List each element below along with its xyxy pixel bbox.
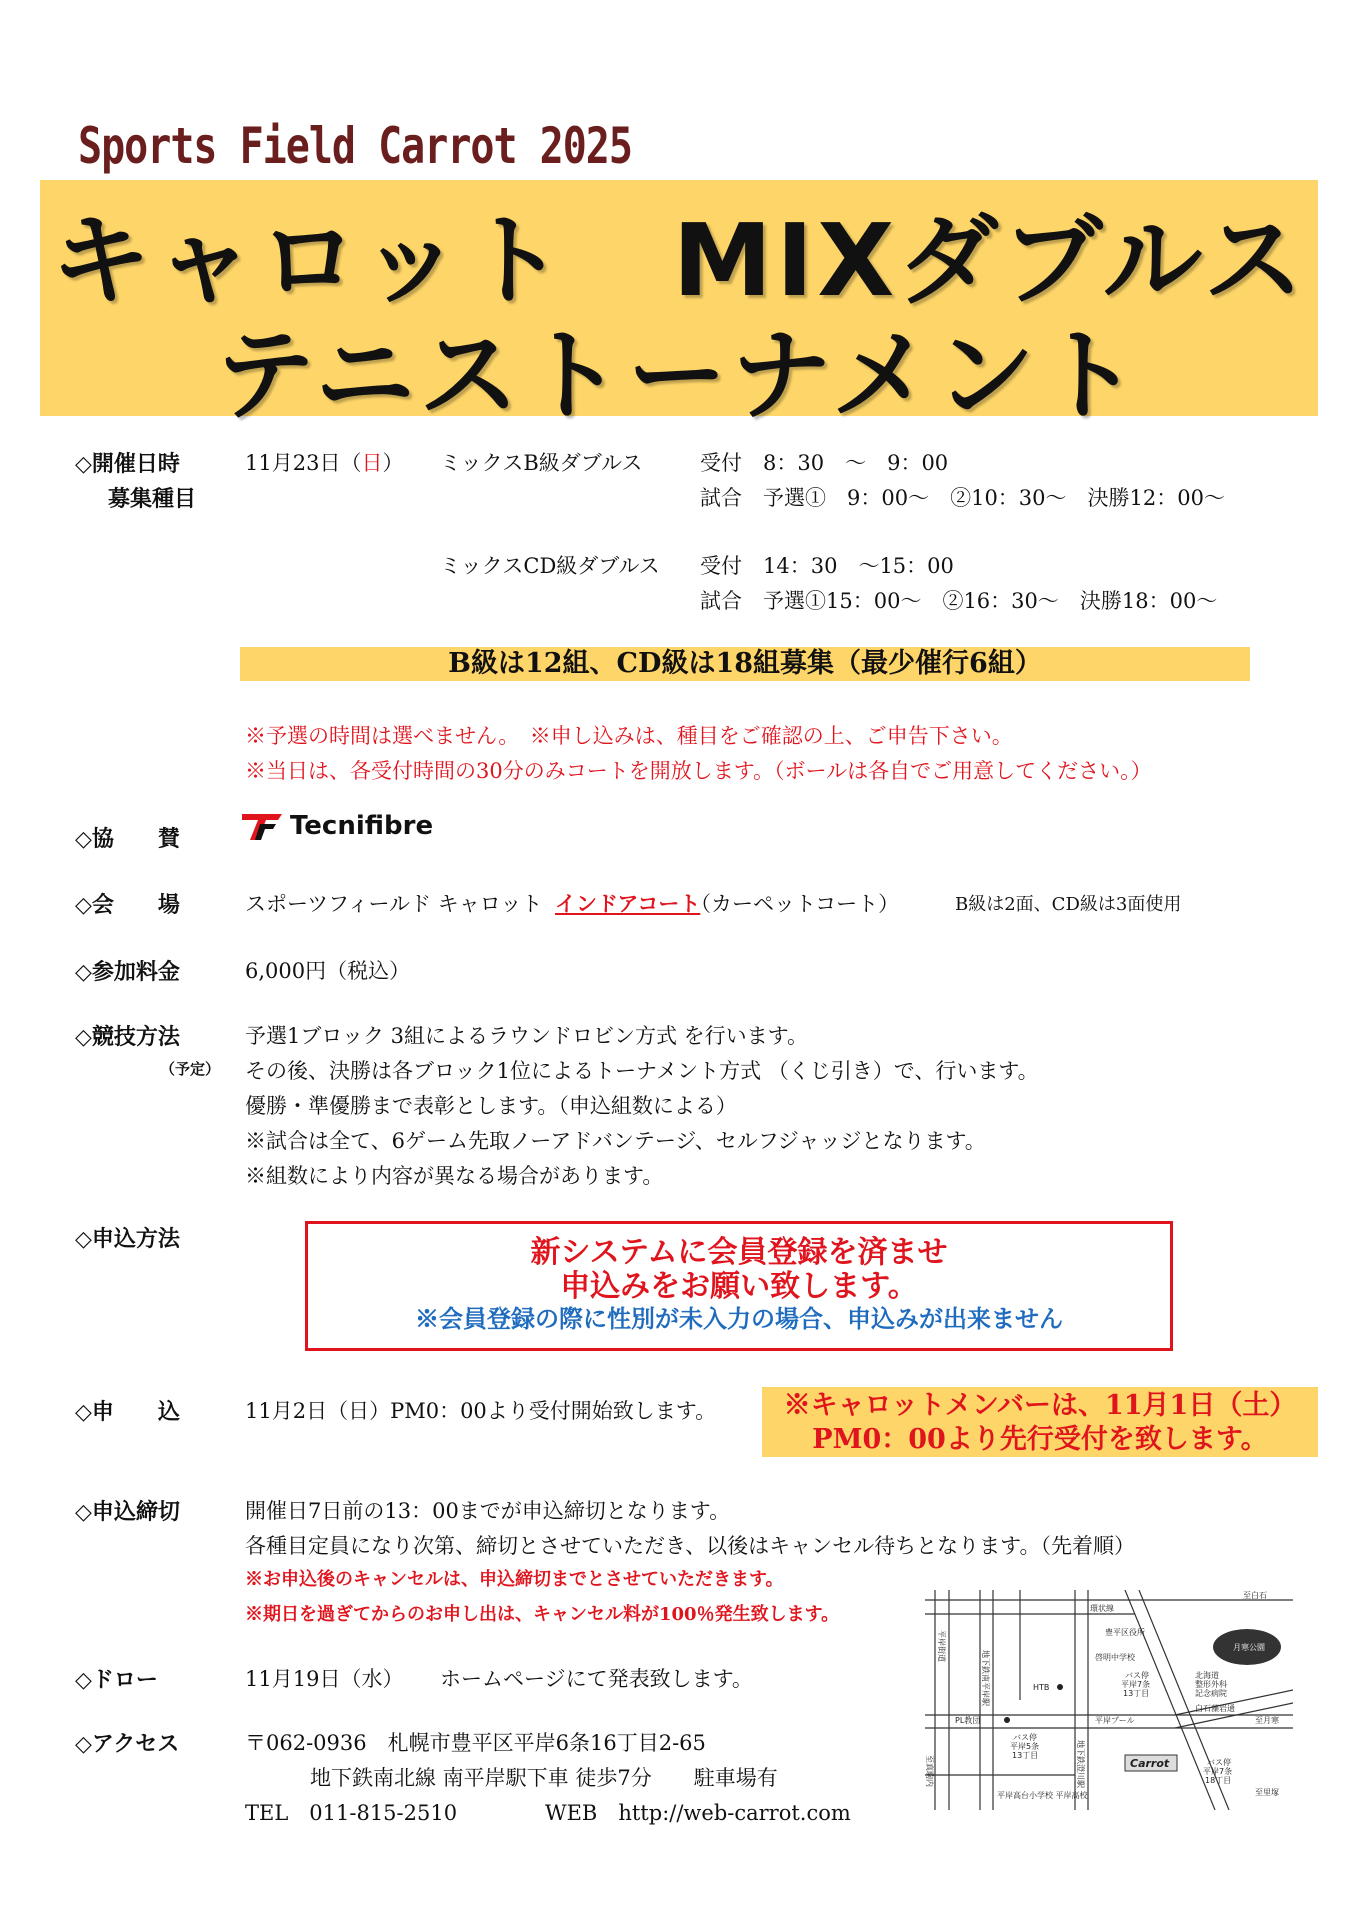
schedule-label: ◇開催日時 (75, 451, 180, 477)
apply-line-2: 申込みをお願い致します。 (560, 1269, 918, 1304)
title-line-2: テニストーナメント (215, 317, 1143, 434)
access-tel: TEL 011-815-2510 (245, 1801, 458, 1825)
venue-name: スポーツフィールド キャロット (245, 892, 543, 916)
venue-label: ◇会 場 (75, 892, 180, 918)
events-label: 募集種目 (108, 486, 197, 512)
event-cd-matches: 試合 予選①15：00～ ②16：30～ 決勝18：00～ (700, 589, 1218, 613)
map-carrot-label: Carrot (1130, 1757, 1170, 1770)
access-web[interactable]: WEB http://web-carrot.com (545, 1801, 851, 1825)
map-bus3c-label: 18丁目 (1205, 1776, 1232, 1785)
format-line-2: その後、決勝は各ブロック1位によるトーナメント方式 （くじ引き）で、行います。 (245, 1059, 1039, 1083)
map-sumikawa-label: 地下鉄澄川駅 (1076, 1740, 1085, 1788)
title-banner (40, 180, 1318, 434)
draw-date: 11月19日（水） (245, 1667, 404, 1691)
tecnifibre-text: Tecnifibre (290, 811, 434, 841)
event-cd-name: ミックスCD級ダブルス (440, 554, 660, 578)
map-htb-label: HTB (1033, 1683, 1050, 1692)
event-b-reception: 受付 8：30 ～ 9：00 (700, 451, 949, 475)
deadline-red-1: ※お申込後のキャンセルは、申込締切までとさせていただきます。 (245, 1569, 784, 1590)
deadline-label: ◇申込締切 (75, 1499, 180, 1525)
access-label: ◇アクセス (75, 1731, 180, 1757)
map-pl-label: PL教団 (955, 1716, 981, 1725)
map-park-label: 月寒公園 (1233, 1643, 1265, 1652)
map-kanjo-label: 環状線 (1090, 1604, 1114, 1613)
court-note: （カーペットコート） (690, 892, 900, 916)
apply-line-3: ※会員登録の際に性別が未入力の場合、申込みが出来ません (415, 1304, 1063, 1333)
brand-header: Sports Field Carrot 2025 (78, 118, 632, 176)
map-bus2-label: バス停 (1013, 1733, 1037, 1742)
application-label: ◇申 込 (75, 1399, 180, 1425)
sponsor-label: ◇協 賛 (75, 826, 180, 852)
map-bus2c-label: 13丁目 (1012, 1751, 1039, 1760)
deadline-line-2: 各種目定員になり次第、締切とさせていただき、以後はキャンセル待ちとなります。（先着順） (245, 1534, 1135, 1558)
title-line-1: キャロット MIXダブルス (50, 202, 1308, 319)
red-note-2: ※当日は、各受付時間の30分のみコートを開放します。（ボールは各自でご用意してください。） (245, 759, 1152, 783)
event-cd-reception: 受付 14：30 ～15：00 (700, 554, 954, 578)
map-tsukisamu-label: 至月寒 (1255, 1716, 1279, 1725)
map-school-label: 啓明中学校 (1095, 1653, 1135, 1662)
member-line-1: ※キャロットメンバーは、11月1日（土） (783, 1390, 1297, 1421)
map-bus1c-label: 13丁目 (1123, 1689, 1150, 1698)
tecnifibre-icon (240, 810, 284, 842)
map-bus1b-label: 平岸7条 (1121, 1680, 1151, 1689)
fee-value: 6,000円（税込） (245, 959, 411, 983)
format-sub: （予定） (160, 1060, 221, 1078)
access-transit: 地下鉄南北線 南平岸駅下車 徒歩7分 駐車場有 (310, 1766, 778, 1790)
map-bus1-label: バス停 (1125, 1671, 1149, 1680)
map-hospital2-label: 整形外科 (1195, 1680, 1227, 1689)
format-line-5: ※組数により内容が異なる場合があります。 (245, 1164, 664, 1188)
format-line-4: ※試合は全て、6ゲーム先取ノーアドバンテージ、セルフジャッジとなります。 (245, 1129, 986, 1153)
map-tsukisamu2-label: 至里塚 (1255, 1788, 1279, 1797)
map-shiroishi-label: 至白石 (1243, 1591, 1267, 1600)
event-weekday: 日 (361, 451, 383, 475)
map-shiraishi-label: 白石藻岩通 (1195, 1704, 1235, 1713)
map-hospital-label: 北海道 (1195, 1671, 1219, 1680)
access-address: 〒062-0936 札幌市豊平区平岸6条16丁目2-65 (245, 1731, 706, 1755)
red-note-1: ※予選の時間は選べません。 ※申し込みは、種目をご確認の上、ご申告下さい。 (245, 724, 1013, 748)
map-pool-label: 平岸プール (1095, 1716, 1135, 1725)
fee-label: ◇参加料金 (75, 959, 180, 985)
member-line-2: PM0：00より先行受付を致します。 (812, 1424, 1268, 1455)
draw-text: ホームページにて発表致します。 (440, 1667, 753, 1691)
court-usage: B級は2面、CD級は3面使用 (955, 894, 1182, 915)
event-date: 11月23日（日） (245, 451, 404, 475)
apply-method-box (305, 1221, 1173, 1351)
map-bus3-label: バス停 (1207, 1758, 1231, 1767)
application-text: 11月2日（日）PM0：00より受付開始致します。 (245, 1399, 717, 1423)
map-schools-label: 平岸高台小学校 平岸高校 (997, 1791, 1088, 1800)
map-hospital3-label: 記念病院 (1195, 1689, 1227, 1698)
deadline-red-2: ※期日を過ぎてからのお申し出は、キャンセル料が100％発生致します。 (245, 1604, 840, 1625)
format-line-3: 優勝・準優勝まで表彰とします。（申込組数による） (245, 1094, 737, 1118)
map-hiragishi-label: 平岸街道 (937, 1630, 946, 1662)
deadline-line-1: 開催日7日前の13：00までが申込締切となります。 (245, 1499, 731, 1523)
map-bus3b-label: 平岸7条 (1203, 1767, 1233, 1776)
member-priority-box (762, 1387, 1318, 1457)
draw-label: ◇ドロー (75, 1667, 158, 1693)
format-line-1: 予選1ブロック 3組によるラウンドロビン方式 を行います。 (245, 1024, 808, 1048)
recruit-notice: B級は12組、CD級は18組募集（最少催行6組） (240, 647, 1250, 681)
map-ward-label: 豊平区役所 (1105, 1628, 1145, 1637)
map-makomanai-label: 至真駒内 (925, 1755, 934, 1787)
tecnifibre-logo (240, 810, 433, 842)
map-minamihiragishi-label: 地下鉄南平岸駅 (981, 1650, 990, 1706)
access-map (925, 1590, 1293, 1810)
apply-line-1: 新システムに会員登録を済ませ (530, 1235, 948, 1270)
map-bus2b-label: 平岸5条 (1010, 1742, 1040, 1751)
format-label: ◇競技方法 (75, 1024, 180, 1050)
event-b-matches: 試合 予選① 9：00～ ②10：30～ 決勝12：00～ (700, 486, 1225, 510)
event-b-name: ミックスB級ダブルス (440, 451, 643, 475)
indoor-court-link[interactable]: インドアコート (555, 891, 701, 916)
apply-method-label: ◇申込方法 (75, 1226, 180, 1252)
